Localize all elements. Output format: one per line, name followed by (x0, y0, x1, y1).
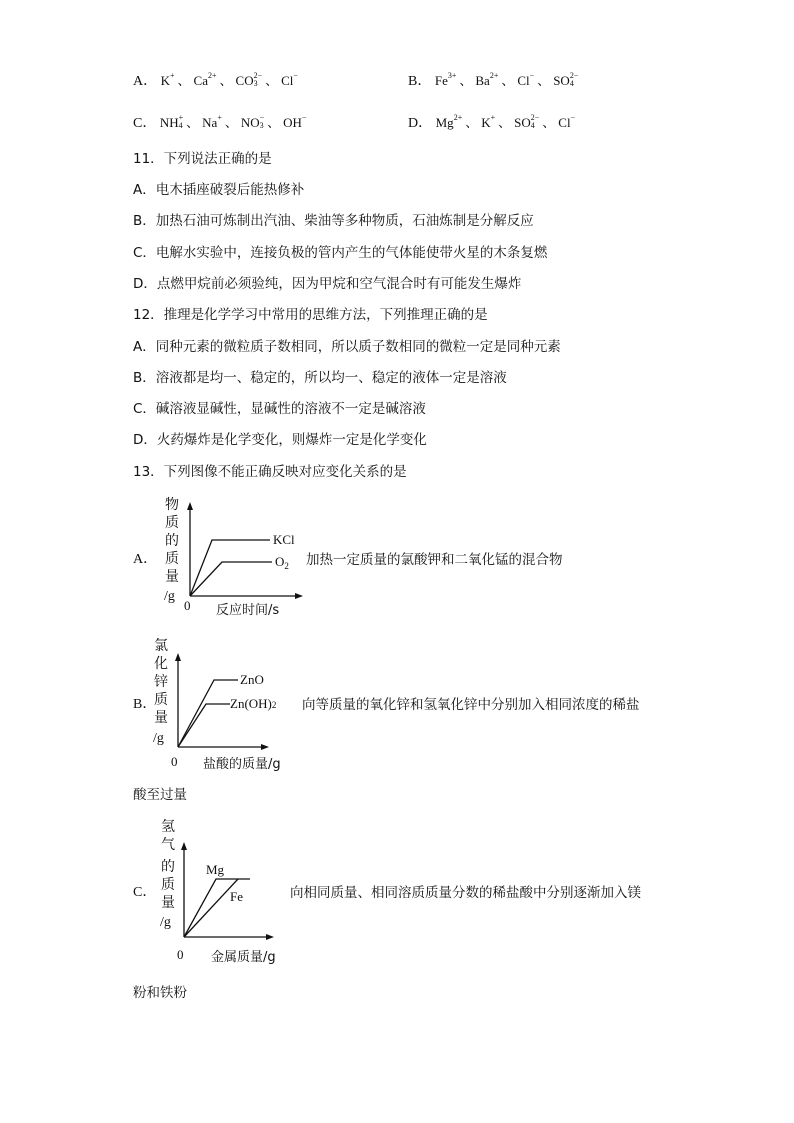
ion: Cl − (281, 71, 298, 88)
svg-text:氯: 氯 (154, 639, 168, 654)
graph-a-ylabel (164, 496, 179, 604)
ion: OH − (283, 113, 307, 130)
q12-option-c: C．碱溶液显碱性，显碱性的溶液不一定是碱溶液 (133, 401, 426, 417)
graph-a-x-arrow (295, 593, 303, 599)
svg-text:的: 的 (165, 534, 179, 549)
q10-option-c-ions: NH + 4 、 Na + 、 NO − 3 、 OH − (159, 113, 307, 131)
ion: Ca 2+ (193, 71, 217, 88)
graph-b-y-arrow (175, 653, 181, 661)
q12-option-a: A．同种元素的微粒质子数相同，所以质子数相同的微粒一定是同种元素 (133, 339, 561, 355)
svg-text:气: 气 (161, 838, 175, 853)
svg-text:质: 质 (165, 516, 179, 531)
ion: Ba 2+ (475, 71, 499, 88)
graph-c-xlabel: 金属质量/g (211, 950, 276, 965)
q10-option-b: B． Fe 3+ 、 Ba 2+ 、 Cl − 、 SO 2− 4 (408, 71, 579, 89)
q10-option-d: D． Mg 2+ 、 K + 、 SO 2− 4 、 Cl − (408, 113, 576, 131)
ion: K + (481, 113, 496, 130)
q12-option-d: D．火药爆炸是化学变化，则爆炸一定是化学变化 (133, 432, 427, 448)
graph-b-zno-label: ZnO (240, 672, 264, 687)
graph-a-y-arrow (187, 502, 193, 510)
q12-stem: 12．推理是化学学习中常用的思维方法，下列推理正确的是 (133, 307, 488, 323)
q13-option-a-letter: A． (133, 552, 158, 567)
q10-option-a-ions: K + 、 Ca 2+ 、 CO 2− 3 、 Cl − (160, 71, 298, 89)
ion: CO 2− 3 (235, 71, 263, 89)
q11-option-c: C．电解水实验中，连接负极的管内产生的气体能使带火星的木条复燃 (133, 245, 548, 261)
q11-option-a: A．电木插座破裂后能热修补 (133, 182, 305, 198)
graph-c-mg-line (184, 879, 250, 937)
q13-option-c-letter: C． (133, 885, 157, 900)
q13-option-b-desc-cont: 酸至过量 (133, 787, 187, 803)
graph-b-x-arrow (261, 744, 269, 750)
graph-b-znoh2-line (178, 704, 230, 747)
svg-text:量: 量 (161, 896, 175, 911)
q13-graph-b (150, 634, 310, 774)
q11-option-b: B．加热石油可炼制出汽油、柴油等多种物质，石油炼制是分解反应 (133, 213, 534, 229)
svg-text:质: 质 (161, 878, 175, 893)
ion: Cl − (558, 113, 576, 130)
graph-c-fe-label: Fe (230, 889, 243, 904)
q13-option-b-letter: B． (133, 697, 157, 712)
graph-a-xlabel: 反应时间/s (216, 603, 280, 618)
q13-graph-a (150, 494, 310, 619)
svg-text:化: 化 (154, 657, 168, 672)
graph-a-origin: 0 (184, 598, 191, 613)
graph-b-xlabel: 盐酸的质量/g (203, 757, 281, 772)
q10-option-b-ions: Fe 3+ 、 Ba 2+ 、 Cl − 、 SO 2− 4 (434, 71, 579, 89)
graph-b-zno-line (178, 680, 238, 747)
ion: Na + (202, 113, 222, 130)
q10-option-a: A． K + 、 Ca 2+ 、 CO 2− 3 、 Cl − (133, 71, 298, 89)
svg-text:的: 的 (161, 860, 175, 875)
q13-option-c-desc-cont: 粉和铁粉 (133, 985, 187, 1001)
ion: Mg 2+ (435, 113, 463, 130)
q10-option-d-ions: Mg 2+ 、 K + 、 SO 2− 4 、 Cl − (435, 113, 576, 131)
ion: K + (160, 71, 175, 88)
svg-text:物: 物 (165, 498, 179, 513)
ion: SO 2− 4 (553, 71, 579, 89)
svg-text:/g: /g (164, 589, 175, 604)
graph-c-mg-label: Mg (206, 862, 225, 877)
graph-b-znoh2-label: Zn(OH)2 (230, 696, 277, 711)
graph-a-kcl-line (190, 540, 270, 596)
svg-text:/g: /g (153, 731, 164, 746)
ion: NO − 3 (240, 113, 265, 131)
graph-a-kcl-label: KCl (273, 532, 295, 547)
graph-b-origin: 0 (171, 754, 178, 769)
graph-a-o2-line (190, 562, 272, 596)
svg-text:质: 质 (165, 552, 179, 567)
graph-b-ylabel (153, 638, 168, 746)
q10-option-c: C． NH + 4 、 Na + 、 NO − 3 、 OH − (133, 113, 307, 131)
q13-option-a-desc: 加热一定质量的氯酸钾和二氧化锰的混合物 (306, 552, 563, 568)
svg-text:量: 量 (154, 711, 168, 726)
svg-text:锌: 锌 (154, 675, 168, 690)
q13-stem: 13．下列图像不能正确反映对应变化关系的是 (133, 464, 407, 480)
q12-option-b: B．溶液都是均一、稳定的，所以均一、稳定的液体一定是溶液 (133, 370, 507, 386)
q13-option-c-desc: 向相同质量、相同溶质质量分数的稀盐酸中分别逐渐加入镁 (290, 885, 641, 901)
graph-c-ylabel (160, 819, 175, 930)
svg-text:量: 量 (165, 570, 179, 585)
svg-text:/g: /g (160, 915, 171, 930)
q11-stem: 11．下列说法正确的是 (133, 151, 272, 167)
ion: SO 2− 4 (514, 113, 540, 131)
graph-c-y-arrow (181, 842, 187, 850)
q13-graph-c (150, 815, 310, 965)
graph-c-x-arrow (266, 934, 274, 940)
graph-c-origin: 0 (177, 947, 184, 962)
q11-option-d: D．点燃甲烷前必须验纯，因为甲烷和空气混合时有可能发生爆炸 (133, 276, 522, 292)
svg-text:质: 质 (154, 693, 168, 708)
q13-option-b-desc: 向等质量的氧化锌和氢氧化锌中分别加入相同浓度的稀盐 (302, 697, 640, 713)
svg-text:氢: 氢 (161, 820, 175, 835)
graph-a-o2-label: $O_2$ (275, 554, 289, 571)
ion: Cl − (517, 71, 535, 88)
ion: NH + 4 (159, 113, 184, 131)
ion: Fe 3+ (434, 71, 457, 88)
